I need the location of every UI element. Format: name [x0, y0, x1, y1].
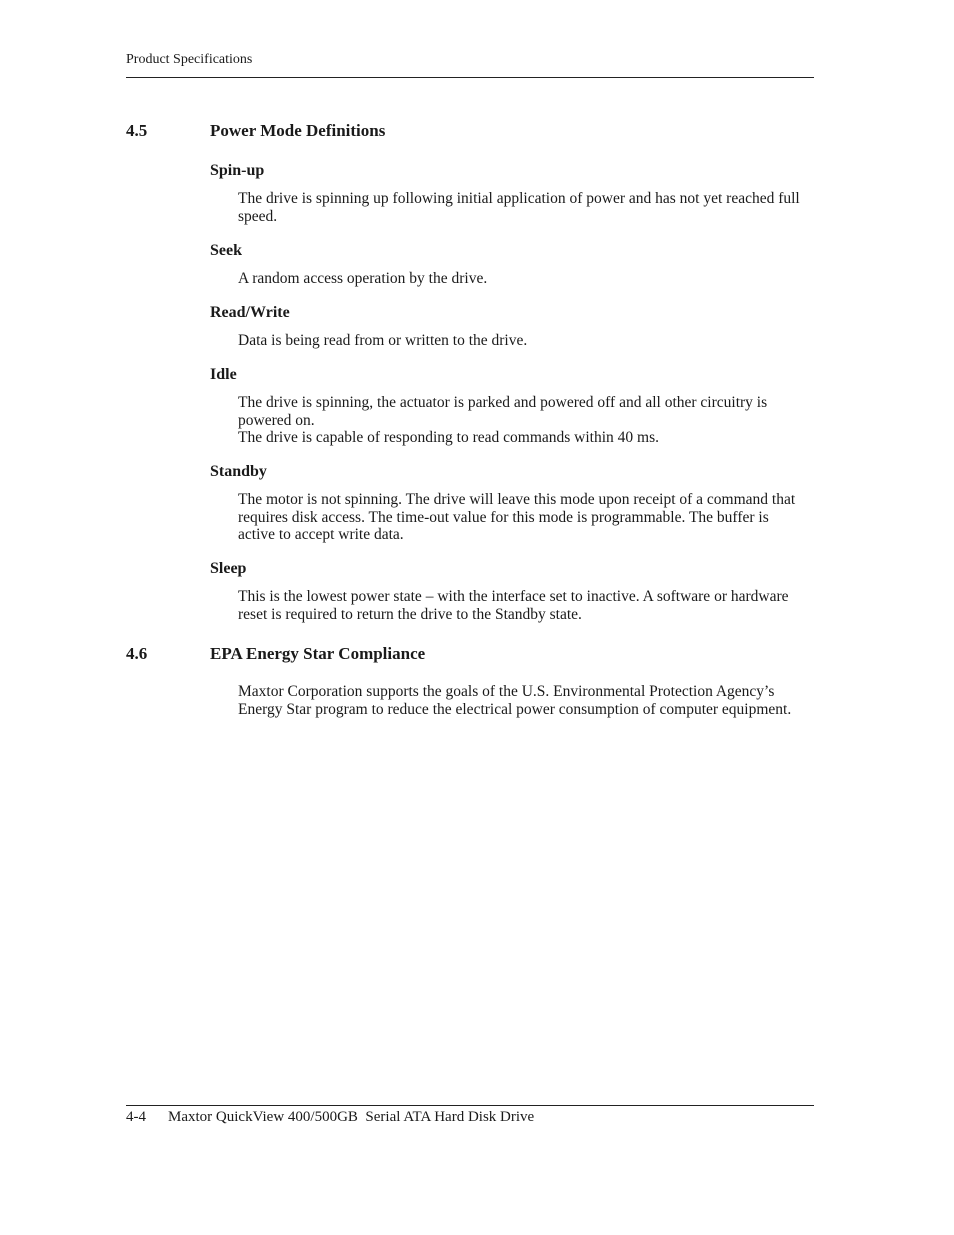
definition-read-write [238, 332, 808, 350]
definition-line: The drive is spinning, the actuator is parked and powered off and all other circuitry is powered on. [238, 394, 768, 429]
page-number: 4-4 [126, 1109, 146, 1125]
definition-line: Data is being read from or written to the drive. [238, 332, 528, 349]
definition-spin-up [238, 190, 808, 225]
definition-idle [238, 394, 808, 447]
definition-line: The drive is spinning up following initial application of power and has not yet reached full speed. [238, 190, 800, 225]
mode-read-write [126, 303, 814, 350]
definition-line: This is the lowest power state – with the interface set to inactive. A software or hardware reset is required to return the drive to the Standby state. [238, 588, 789, 623]
footer-rule [126, 1105, 814, 1106]
mode-idle [126, 365, 814, 447]
footer-product-title: Maxtor QuickView 400/500GB Serial ATA Hard Disk Drive [168, 1109, 535, 1125]
section-epa-energy-star [126, 644, 814, 718]
term-read-write: Read/Write [210, 304, 290, 321]
definition-sleep [238, 588, 808, 623]
section-title: EPA Energy Star Compliance [210, 644, 426, 663]
term-spin-up: Spin-up [210, 162, 265, 179]
section-number: 4.6 [126, 644, 148, 663]
term-seek: Seek [210, 242, 242, 259]
term-idle: Idle [210, 366, 237, 383]
term-standby: Standby [210, 463, 267, 480]
mode-standby [126, 462, 814, 544]
definition-line: The motor is not spinning. The drive will leave this mode upon receipt of a command that requires disk access. The time-out value for this mode is programmable. The buffer is active to accept write data. [238, 491, 796, 543]
section-power-mode-definitions [126, 121, 814, 143]
section-title: Power Mode Definitions [210, 121, 386, 140]
section-heading [126, 121, 814, 143]
section-heading [126, 644, 814, 666]
section-number: 4.5 [126, 121, 148, 140]
header-rule [126, 77, 814, 78]
section-body [238, 683, 808, 718]
running-header: Product Specifications [126, 52, 253, 67]
page-footer [126, 1109, 534, 1126]
mode-seek [126, 241, 814, 288]
definition-seek [238, 270, 808, 288]
term-sleep: Sleep [210, 560, 247, 577]
definition-standby [238, 491, 808, 544]
mode-sleep [126, 559, 814, 623]
mode-spin-up [126, 161, 814, 225]
body-paragraph: Maxtor Corporation supports the goals of the U.S. Environmental Protection Agency’s Energy Star program to reduce the electrical power consumption of computer equipment. [238, 683, 792, 718]
definition-line: The drive is capable of responding to read commands within 40 ms. [238, 429, 659, 446]
definition-line: A random access operation by the drive. [238, 270, 488, 287]
